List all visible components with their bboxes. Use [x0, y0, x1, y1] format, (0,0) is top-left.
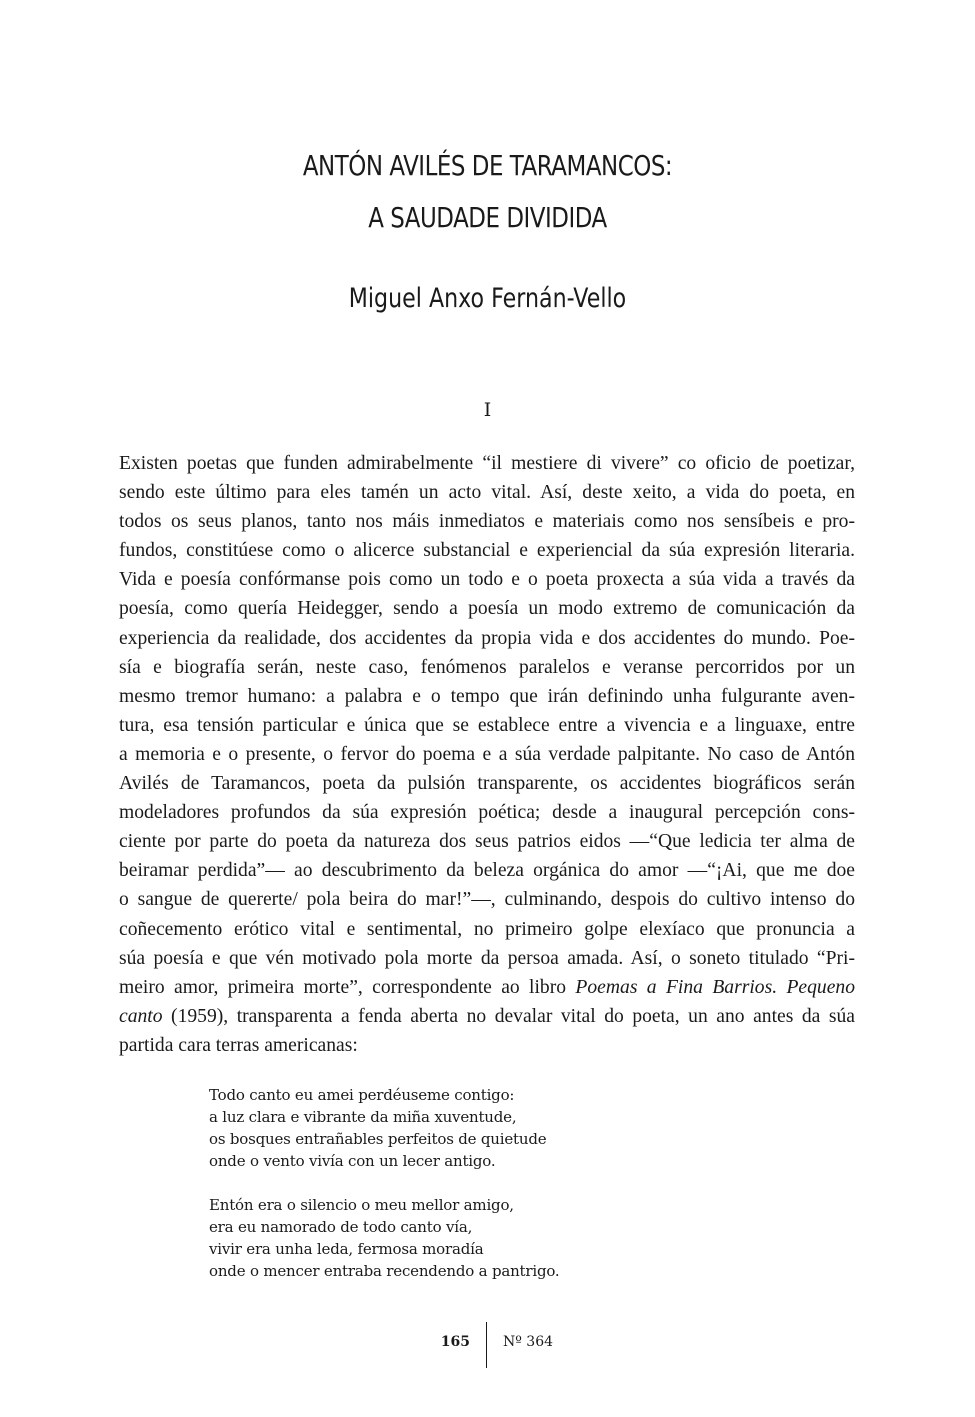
text-line: sendo este último para eles tamén un acto vital. Así, deste xeito, a vida do poeta, en	[119, 482, 855, 504]
poem-quote	[209, 1084, 559, 1304]
text-line-with-title	[119, 973, 855, 1002]
text-fragment: meiro amor, primeira morte”, correspondente ao libro	[119, 976, 576, 998]
text-line: mesmo tremor humano: a palabra e o tempo que irán definindo unha fulgurante aven-	[119, 685, 855, 707]
poem-stanza-1	[209, 1084, 559, 1172]
author-name: Miguel Anxo Fernán-Vello	[348, 283, 627, 314]
poem-line: onde o mencer entraba recendendo a pantrigo.	[209, 1262, 560, 1280]
section-number: I	[483, 399, 492, 421]
text-line: fundos, constitúese como o alicerce substancial e experiencial da súa expresión literaria.	[119, 540, 855, 562]
text-line: a memoria e o presente, o fervor do poema e a súa verdade palpitante. No caso de Antón	[119, 743, 855, 765]
text-line: todos os seus planos, tanto nos máis inmediatos e materiais como nos sensíbeis e pro-	[119, 511, 855, 533]
poem-line: onde o vento vivía con un lecer antigo.	[209, 1152, 496, 1170]
book-title-end: canto	[119, 1005, 163, 1027]
poem-line: vivir era unha leda, fermosa moradía	[209, 1240, 484, 1258]
text-line: partida cara terras americanas:	[119, 1034, 358, 1056]
text-line-with-title	[119, 1002, 855, 1031]
text-line: modeladores profundos da súa expresión poética; desde a inaugural percepción cons-	[119, 802, 855, 824]
body-paragraph	[119, 449, 855, 1060]
text-line: o sangue de quererte/ pola beira do mar!”—, culminando, despois do cultivo intenso do	[119, 889, 855, 911]
text-line: experiencia da realidade, dos accidentes da propia vida e dos accidentes do mundo. Poe-	[119, 627, 855, 649]
poem-line: Todo canto eu amei perdéuseme contigo:	[209, 1086, 515, 1104]
text-line: coñecemento erótico vital e sentimental, no primeiro golpe elexíaco que pronuncia a	[119, 918, 855, 940]
title-line-2: A SAUDADE DIVIDIDA	[368, 201, 607, 234]
poem-line: os bosques entrañables perfeitos de quietude	[209, 1130, 547, 1148]
page-footer	[0, 1322, 975, 1368]
text-line: poesía, como quería Heidegger, sendo a poesía un modo extremo de comunicación da	[119, 598, 855, 620]
poem-line: era eu namorado de todo canto vía,	[209, 1218, 473, 1236]
poem-line: a luz clara e vibrante da miña xuventude,	[209, 1108, 517, 1126]
text-line: súa poesía e que vén motivado pola morte da persoa amada. Así, o soneto titulado “Pri-	[119, 947, 855, 969]
text-line: sía e biografía serán, neste caso, fenómenos paralelos e veranse percorridos por un	[119, 656, 855, 678]
text-line: ciente por parte do poeta da natureza dos seus patrios eidos —“Que ledicia ter alma de	[119, 831, 855, 853]
text-line: Existen poetas que funden admirabelmente “il mestiere di vivere” co oficio de poetizar,	[119, 453, 855, 474]
page-number: 165	[440, 1334, 470, 1350]
footer-divider	[486, 1322, 487, 1368]
text-line: Avilés de Taramancos, poeta da pulsión transparente, os accidentes biográficos serán	[119, 773, 855, 795]
title-line-1: ANTÓN AVILÉS DE TARAMANCOS:	[302, 149, 673, 182]
text-fragment: (1959), transparenta a fenda aberta no devalar vital do poeta, un ano antes da súa	[162, 1005, 855, 1027]
text-line: Vida e poesía confórmanse pois como un todo e o poeta proxecta a súa vida a través da	[119, 569, 855, 591]
text-line: beiramar perdida”— ao descubrimento da beleza orgánica do amor —“¡Ai, que me doe	[119, 860, 855, 882]
issue-number: Nº 364	[503, 1334, 554, 1350]
book-title: Poemas a Fina Barrios. Pequeno	[575, 976, 856, 998]
poem-line: Entón era o silencio o meu mellor amigo,	[209, 1196, 514, 1214]
article-title	[88, 140, 888, 244]
poem-stanza-2	[209, 1194, 559, 1282]
text-line: tura, esa tensión particular e única que se establece entre a vivencia e a linguaxe, entre	[119, 714, 855, 736]
